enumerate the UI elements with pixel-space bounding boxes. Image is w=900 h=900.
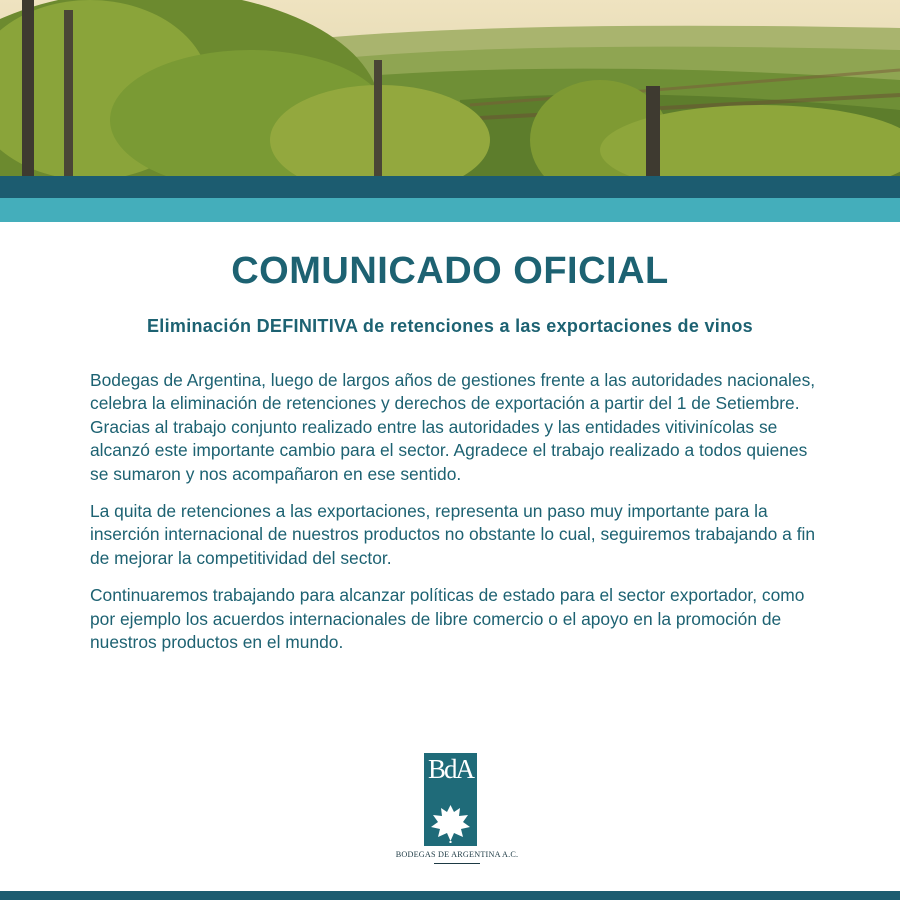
paragraph-2: La quita de retenciones a las exportaciones, representa un paso muy importante para la inserción internacional de nuestros productos no obstante lo cual, seguiremos trabajando a fin de mejorar la competitividad del sector. [90, 501, 816, 568]
page-title: COMUNICADO OFICIAL [231, 250, 669, 292]
announcement-body [90, 369, 820, 668]
page-subtitle [0, 316, 900, 337]
vineyard-photo-icon [0, 0, 900, 176]
logo-monogram: BdA [427, 754, 473, 784]
vineyard-header-image [0, 0, 900, 176]
logo-underline [434, 863, 480, 864]
paragraph-3: Continuaremos trabajando para alcanzar políticas de estado para el sector exportador, como por ejemplo los acuerdos internacionales de libre comercio o el apoyo en la promoción de nuestros productos en el mundo. [90, 585, 805, 653]
subtitle-prefix: Eliminación [147, 316, 257, 336]
logo-emblem [424, 753, 477, 846]
header-band-dark [0, 176, 900, 198]
subtitle-emphasis: DEFINITIVA [256, 316, 358, 336]
footer-band [0, 891, 900, 900]
vine-leaf-icon [429, 803, 472, 843]
header-band-light [0, 198, 900, 222]
paragraph-1: Bodegas de Argentina, luego de largos años de gestiones frente a las autoridades nacionales, celebra la eliminación de retenciones y derechos de exportación a partir del 1 de Setiembre. Gracias al trabajo conjunto realizado entre las autoridades y las entidades vitivinícolas se alcanzó este importante cambio para el sector. Agradece el trabajo realizado a todos quienes se sumaron y nos acompañaron en ese sentido. [90, 370, 816, 484]
subtitle-suffix: de retenciones a las exportaciones de vinos [357, 316, 753, 336]
bodegas-de-argentina-logo [392, 753, 522, 865]
logo-name: BODEGAS DE ARGENTINA A.C. [395, 850, 519, 859]
